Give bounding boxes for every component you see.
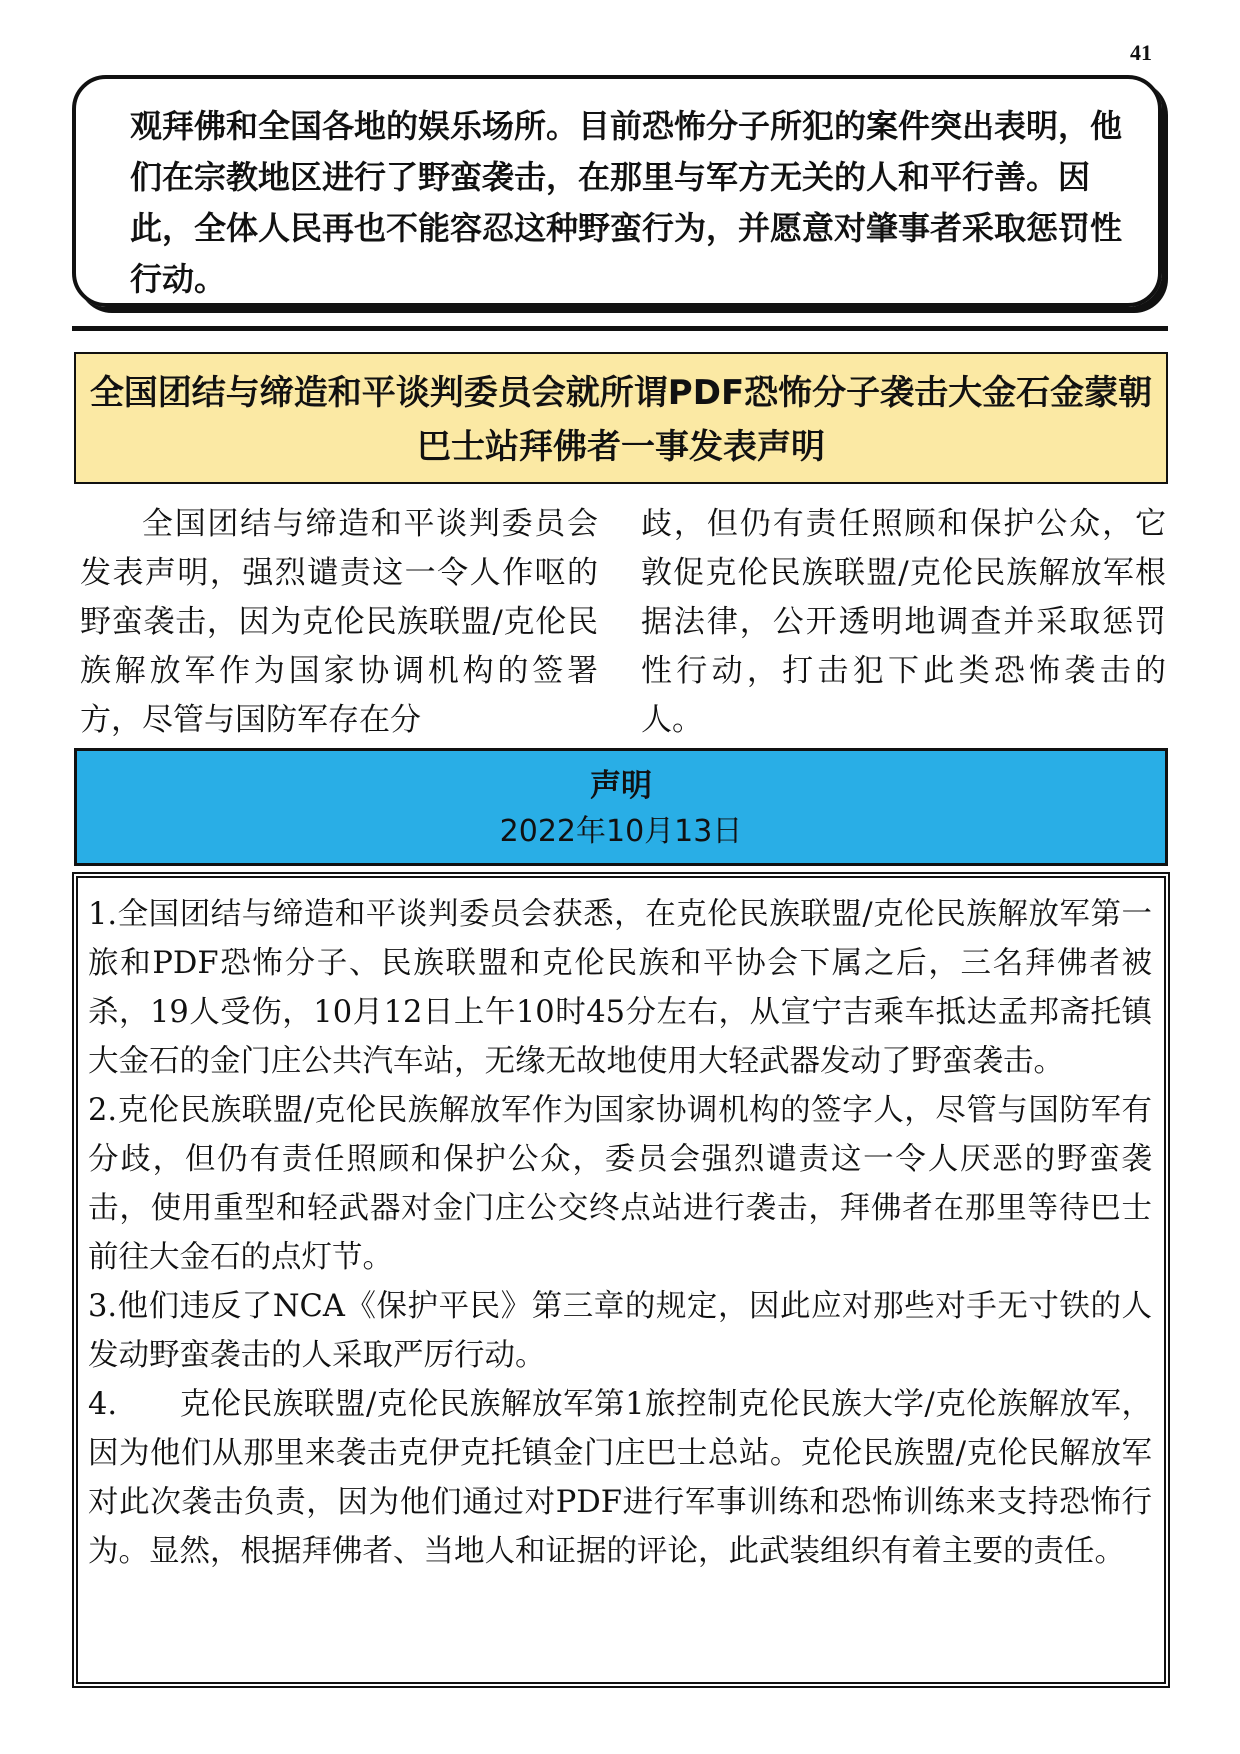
declaration-point-2: 2.克伦民族联盟/克伦民族解放军作为国家协调机构的签字人，尽管与国防军有分歧，但仍有责任照顾和保护公众，委员会强烈谴责这一令人厌恶的野蛮袭击，使用重型和轻武器对金门庄公交终点站进行袭击，拜佛者在那里等待巴士前往大金石的点灯节。 <box>88 1093 1152 1275</box>
statement-title-box <box>74 352 1168 484</box>
declaration-content <box>72 872 1170 1688</box>
declaration-point-4: 4. 克伦民族联盟/克伦民族解放军第1旅控制克伦民族大学/克伦族解放军，因为他们从那里来袭击克伊克托镇金门庄巴士总站。克伦民族盟/克伦民解放军对此次袭击负责，因为他们通过对PDF进行军事训练和恐怖训练来支持恐怖行为。显然，根据拜佛者、当地人和证据的评论，此武装组织有着主要的责任。 <box>88 1387 1152 1569</box>
declaration-title: 声明 <box>590 768 652 804</box>
summary-columns <box>80 500 1166 745</box>
intro-text-box <box>72 75 1162 307</box>
declaration-date: 2022年10月13日 <box>499 814 743 849</box>
section-divider <box>72 326 1168 331</box>
page-number: 41 <box>1130 40 1152 65</box>
summary-column-left: 全国团结与缔造和平谈判委员会发表声明，强烈谴责这一令人作呕的野蛮袭击，因为克伦民族联盟/克伦民族解放军作为国家协调机构的签署方，尽管与国防军存在分 <box>80 506 598 738</box>
statement-title: 全国团结与缔造和平谈判委员会就所谓PDF恐怖分子袭击大金石金蒙朝巴士站拜佛者一事发表声明 <box>89 373 1153 467</box>
declaration-header <box>74 748 1168 866</box>
summary-column-right: 歧，但仍有责任照顾和保护公众，它敦促克伦民族联盟/克伦民族解放军根据法律，公开透明地调查并采取惩罚性行动，打击犯下此类恐怖袭击的人。 <box>641 506 1166 738</box>
intro-text: 观拜佛和全国各地的娱乐场所。目前恐怖分子所犯的案件突出表明，他们在宗教地区进行了野蛮袭击，在那里与军方无关的人和平行善。因此，全体人民再也不能容忍这种野蛮行为，并愿意对肇事者采取惩罚性行动。 <box>130 107 1123 298</box>
declaration-point-3: 3.他们违反了NCA《保护平民》第三章的规定，因此应对那些对手无寸铁的人发动野蛮袭击的人采取严厉行动。 <box>88 1289 1152 1373</box>
declaration-point-1: 1.全国团结与缔造和平谈判委员会获悉，在克伦民族联盟/克伦民族解放军第一旅和PDF恐怖分子、民族联盟和克伦民族和平协会下属之后，三名拜佛者被杀，19人受伤，10月12日上午10时45分左右，从宣宁吉乘车抵达孟邦斋托镇大金石的金门庄公共汽车站，无缘无故地使用大轻武器发动了野蛮袭击。 <box>88 897 1152 1079</box>
